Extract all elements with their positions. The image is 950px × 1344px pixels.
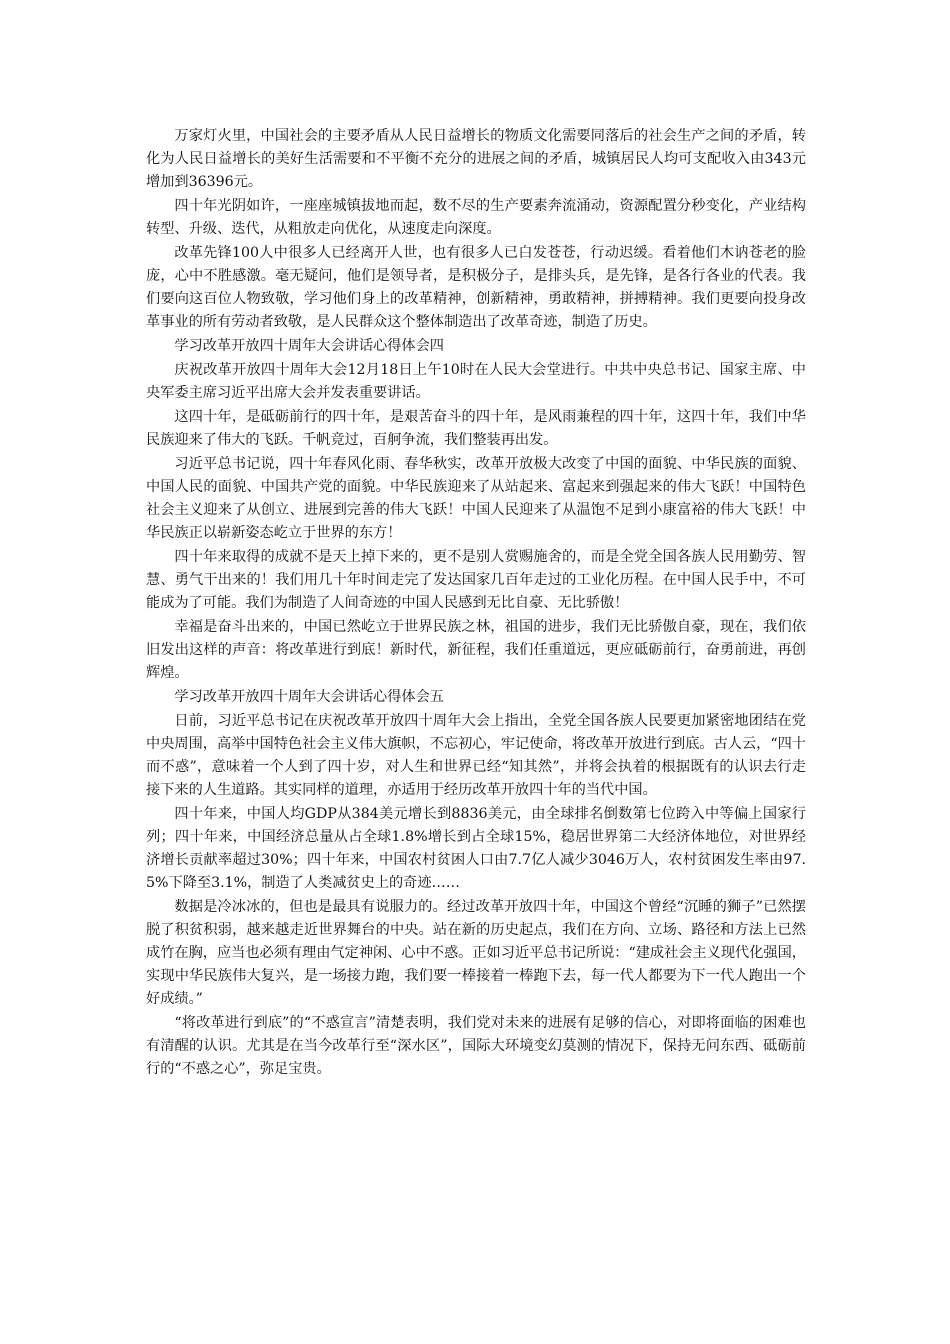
section-heading-5: 学习改革开放四十周年大会讲话心得体会五 (174, 689, 444, 705)
paragraph-2: 四十年光阴如许，一座座城镇拔地而起，数不尽的生产要素奔流涌动，资源配置分秒变化，产业结构转型、升级、迭代，从粗放走向优化，从速度走向深度。 (146, 198, 806, 237)
paragraph-11: 数据是冷冰冰的，但也是最具有说服力的。经过改革开放四十年，中国这个曾经“沉睡的狮子”已然摆脱了积贫积弱，越来越走近世界舞台的中央。站在新的历史起点，我们在方向、立场、路径和方法上已然成竹在胸，应当也必须有理由气定神闲、心中不惑。正如习近平总书记所说：“建成社会主义现代化强国，实现中华民族伟大复兴，是一场接力跑，我们要一棒接着一棒跑下去，每一代人都要为下一代人跑出一个好成绩。” (146, 899, 806, 1007)
paragraph-8: 幸福是奋斗出来的，中国已然屹立于世界民族之林，祖国的进步，我们无比骄傲自豪，现在，我们依旧发出这样的声音：将改革进行到底！新时代，新征程，我们任重道远，更应砥砺前行，奋勇前进，再创辉煌。 (146, 619, 806, 681)
document-body (146, 125, 806, 1082)
paragraph-4: 庆祝改革开放四十周年大会12月18日上午10时在人民大会堂进行。中共中央总书记、国家主席、中央军委主席习近平出席大会并发表重要讲话。 (146, 362, 806, 401)
paragraph-5: 这四十年，是砥砺前行的四十年，是艰苦奋斗的四十年，是风雨兼程的四十年，这四十年，我们中华民族迎来了伟大的飞跃。千帆竞过，百舸争流，我们整装再出发。 (146, 409, 806, 448)
section-heading-4: 学习改革开放四十周年大会讲话心得体会四 (174, 338, 444, 354)
paragraph-3: 改革先锋100人中很多人已经离开人世，也有很多人已白发苍苍，行动迟缓。看着他们木讷苍老的脸庞，心中不胜感激。毫无疑问，他们是领导者，是积极分子，是排头兵，是先锋，是各行各业的代表。我们要向这百位人物致敬，学习他们身上的改革精神，创新精神，勇敢精神，拼搏精神。我们更要向投身改革事业的所有劳动者致敬，是人民群众这个整体制造出了改革奇迹，制造了历史。 (146, 245, 806, 330)
paragraph-1: 万家灯火里，中国社会的主要矛盾从人民日益增长的物质文化需要同落后的社会生产之间的矛盾，转化为人民日益增长的美好生活需要和不平衡不充分的进展之间的矛盾，城镇居民人均可支配收入由343元增加到36396元。 (146, 128, 806, 190)
paragraph-12: “将改革进行到底”的“不惑宣言”清楚表明，我们党对未来的进展有足够的信心，对即将面临的困难也有清醒的认识。尤其是在当今改革行至“深水区”，国际大环境变幻莫测的情况下，保持无问东西、砥砺前行的“不惑之心”，弥足宝贵。 (146, 1015, 806, 1077)
paragraph-10: 四十年来，中国人均GDP从384美元增长到8836美元，由全球排名倒数第七位跨入中等偏上国家行列；四十年来，中国经济总量从占全球1.8%增长到占全球15%，稳居世界第二大经济体地位，对世界经济增长贡献率超过30%；四十年来，中国农村贫困人口由7.7亿人减少3046万人，农村贫困发生率由97.5%下降至3.1%，制造了人类减贫史上的奇迹…… (146, 806, 806, 891)
paragraph-9: 日前，习近平总书记在庆祝改革开放四十周年大会上指出，全党全国各族人民要更加紧密地团结在党中央周围，高举中国特色社会主义伟大旗帜，不忘初心，牢记使命，将改革开放进行到底。古人云，“四十而不惑”，意味着一个人到了四十岁，对人生和世界已经“知其然”，并将会执着的根据既有的认识去行走接下来的人生道路。其实同样的道理，亦适用于经历改革开放四十年的当代中国。 (146, 713, 806, 798)
paragraph-7: 四十年来取得的成就不是天上掉下来的，更不是别人赏赐施舍的，而是全党全国各族人民用勤劳、智慧、勇气干出来的！我们用几十年时间走完了发达国家几百年走过的工业化历程。在中国人民手中，不可能成为了可能。我们为制造了人间奇迹的中国人民感到无比自豪、无比骄傲！ (146, 549, 806, 611)
paragraph-6: 习近平总书记说，四十年春风化雨、春华秋实，改革开放极大改变了中国的面貌、中华民族的面貌、中国人民的面貌、中国共产党的面貌。中华民族迎来了从站起来、富起来到强起来的伟大飞跃！中国特色社会主义迎来了从创立、进展到完善的伟大飞跃！中国人民迎来了从温饱不足到小康富裕的伟大飞跃！中华民族正以崭新姿态屹立于世界的东方！ (146, 456, 806, 541)
